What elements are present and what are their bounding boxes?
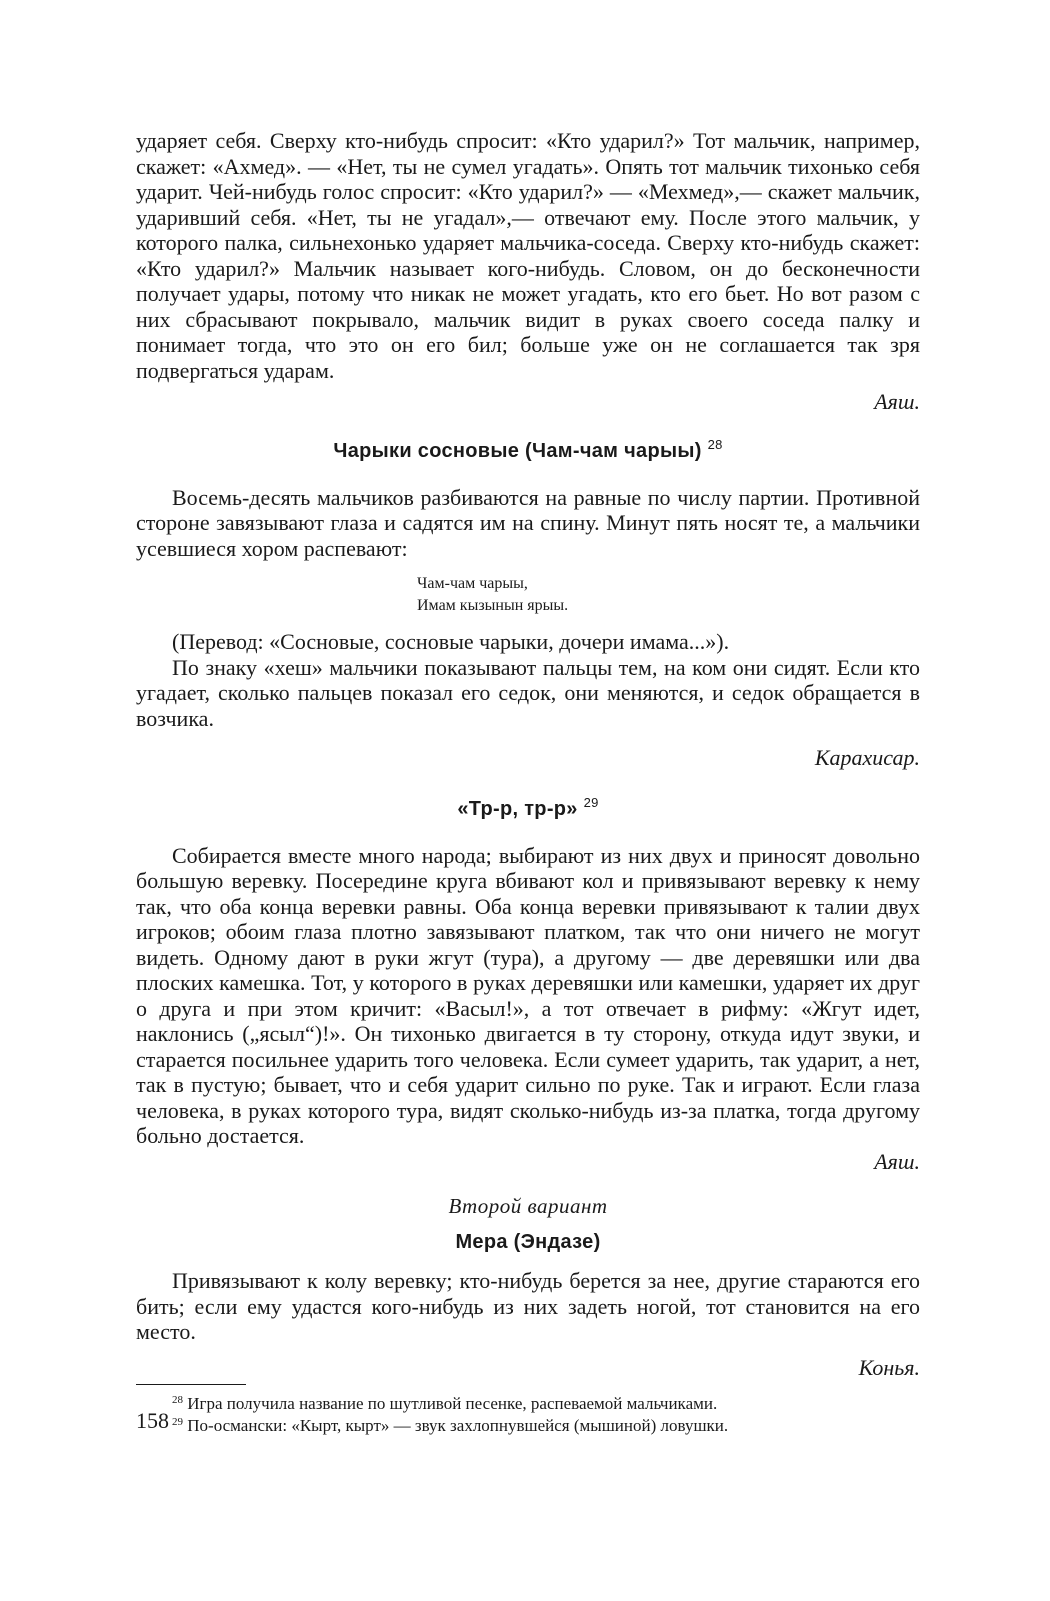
body-paragraph: Собирается вместе много народа; выбирают из них двух и приносят довольно большую веревку. Посередине круга вбивают кол и привязывают веревку к нему так, что оба конца веревки равны. Оба конца веревки привязывают к талии двух игроков; обоим глаза плотно завязывают платком, так что они ничего не могут видеть. Одному дают в руки жгут (тура), а другому — две деревяшки или два плоских камешка. Тот, у которого в руках деревяшки или камешки, ударяет их друг о друга и при этом кричит: «Васыл!», а тот отвечает в рифму: «Жгут идет, наклонись („ясыл“)!». Он тихонько двигается в ту сторону, откуда идут звуки, и старается посильнее ударить того человека. Если сумеет ударить, так ударит, а нет, так в пустую; бывает, что и себя ударит сильно по руке. Так и играют. Если глаза человека, в руках которого тура, видят сколько-нибудь из-за платка, тогда другому больно достается. — [136, 842, 920, 1148]
variant-label: Второй вариант — [448, 1194, 608, 1218]
translation-line: (Перевод: «Сосновые, сосновые чарыки, дочери имама...»). — [172, 629, 730, 654]
section-heading — [136, 437, 920, 463]
source-location: Конья. — [858, 1354, 920, 1380]
source-location: Аяш. — [874, 389, 920, 414]
section-title: «Тр-р, тр-р» — [457, 797, 578, 820]
source-location: Карахисар. — [814, 745, 920, 770]
footnote — [172, 1391, 920, 1413]
footnote-mark: 28 — [172, 1394, 183, 1406]
section-heading — [136, 1231, 920, 1254]
section-title: Чарыки сосновые (Чам-чам чарыы) — [333, 439, 702, 462]
section-title: Мера (Эндазе) — [455, 1231, 601, 1253]
footnote-text: Игра получила название по шутливой песенке, распеваемой мальчиками. — [187, 1394, 718, 1413]
section-heading — [136, 795, 920, 821]
body-paragraph: Привязывают к колу веревку; кто-нибудь берется за нее, другие стараются его бить; если ему удастся кого-нибудь из них задеть ногой, тот становится на его место. — [136, 1268, 920, 1344]
footnote-ref: 29 — [583, 794, 599, 810]
body-paragraph: Восемь-десять мальчиков разбиваются на равные по числу партии. Противной стороне завязывают глаза и садятся им на спину. Минут пять носят те, а мальчики усевшиеся хором распевают: — [136, 484, 920, 561]
verse-line: Чам-чам чарыы, — [417, 575, 528, 592]
verse-block — [136, 573, 920, 617]
body-paragraph: ударяет себя. Сверху кто-нибудь спросит: «Кто ударил?» Тот мальчик, например, скажет: «Ахмед». — «Нет, ты не сумел угадать». Опять тот мальчик тихонько себя ударит. Чей-нибудь голос спросит: «Кто ударил?» — «Мехмед»,— скажет мальчик, ударивший себя. «Нет, ты не угадал»,— отвечают ему. После этого мальчик, у которого палка, сильнехонько ударяет мальчика-соседа. Сверху кто-нибудь скажет: «Кто ударил?» Мальчик называет кого-нибудь. Словом, он до бесконечности получает удары, потому что никак не может угадать, кто его бьет. Но вот разом с них сбрасывают покрывало, мальчик видит в руках своего соседа палку и понимает тогда, что это он его бил; больше уже он не соглашается так зря подвергаться ударам. — [136, 128, 920, 383]
footnote-text: По-османски: «Кырт, кырт» — звук захлопнувшейся (мышиной) ловушки. — [187, 1416, 729, 1435]
body-paragraph: По знаку «хеш» мальчики показывают пальцы тем, на ком они сидят. Если кто угадает, сколько пальцев показал его седок, они меняются, и седок обращается в возчика. — [136, 654, 920, 731]
footnote-ref: 28 — [707, 436, 723, 452]
page-number: 158 — [136, 1408, 169, 1433]
footnote-divider — [136, 1384, 246, 1385]
footnotes — [136, 1391, 920, 1435]
footnote — [172, 1413, 920, 1435]
source-location: Аяш. — [874, 1148, 920, 1174]
page-content — [136, 128, 920, 1435]
verse-line: Имам кызынын ярыы. — [417, 597, 569, 614]
footnote-mark: 29 — [172, 1416, 183, 1428]
